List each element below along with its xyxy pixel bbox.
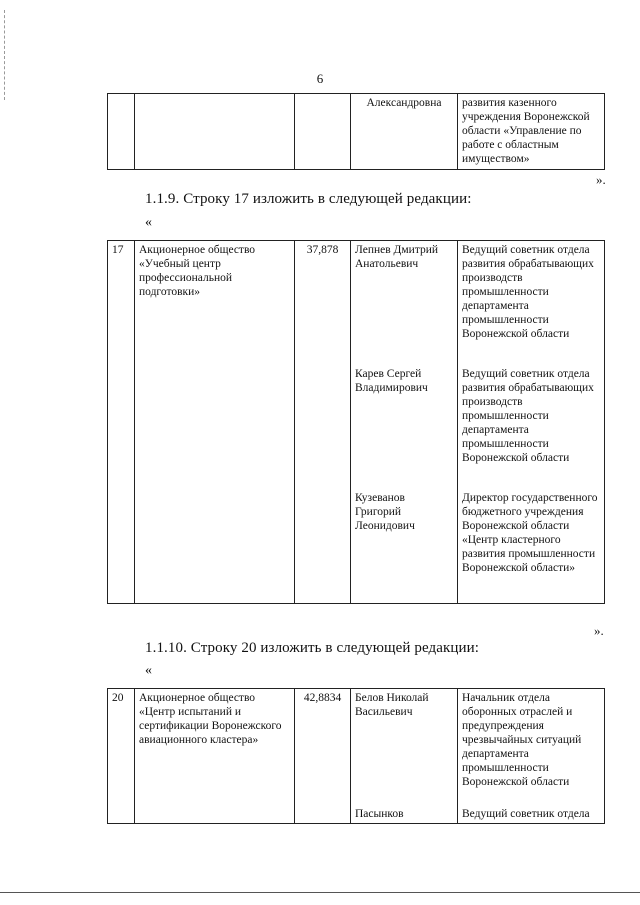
table-row-20	[107, 688, 605, 824]
cell-share: 37,878	[295, 241, 351, 604]
instruction-1-1-9: 1.1.9. Строку 17 изложить в следующей редакции:	[145, 191, 472, 207]
cell-number	[108, 94, 135, 170]
cell-member-position: развития казенного учреждения Воронежской области «Управление по работе с областным имуществом»	[458, 94, 605, 170]
cell-row-number: 17	[108, 241, 135, 604]
cell-member-name: Кузеванов Григорий Леонидович	[351, 489, 458, 604]
cell-member-name: Пасынков	[351, 805, 458, 824]
cell-member-name: Лепнев Дмитрий Анатольевич	[351, 241, 458, 366]
closing-quote-1: ».	[596, 172, 606, 187]
cell-member-position: Начальник отдела оборонных отраслей и предупреждения чрезвычайных ситуаций департамента промышленности Воронежской области	[458, 689, 605, 806]
instruction-1-1-10: 1.1.10. Строку 20 изложить в следующей редакции:	[145, 640, 480, 656]
cell-share: 42,8834	[295, 689, 351, 824]
cell-share	[295, 94, 351, 170]
cell-member-position: Ведущий советник отдела развития обрабатывающих производств промышленности департамента промышленности Воронежской области	[458, 241, 605, 366]
closing-quote-2: ».	[594, 623, 604, 638]
cell-member-name: Белов Николай Васильевич	[351, 689, 458, 806]
open-quote-1-1-9: «	[145, 215, 152, 230]
bottom-rule	[0, 892, 640, 893]
cell-organization	[135, 94, 295, 170]
cell-organization: Акционерное общество «Центр испытаний и сертификации Воронежского авиационного кластера»	[135, 689, 295, 824]
open-quote-1-1-10: «	[145, 663, 152, 678]
cell-member-position: Директор государственного бюджетного учреждения Воронежской области «Центр кластерного развития промышленности Воронежской области»	[458, 489, 605, 604]
cell-member-position: Ведущий советник отдела	[458, 805, 605, 824]
table-row-17	[107, 240, 605, 604]
cell-member-name: Александровна	[351, 94, 458, 170]
cell-row-number: 20	[108, 689, 135, 824]
continuation-table	[107, 93, 605, 170]
page-number: 6	[316, 71, 324, 86]
cell-member-position: Ведущий советник отдела развития обрабатывающих производств промышленности департамента промышленности Воронежской области	[458, 365, 605, 489]
cell-organization: Акционерное общество «Учебный центр профессиональной подготовки»	[135, 241, 295, 604]
cell-member-name: Карев Сергей Владимирович	[351, 365, 458, 489]
